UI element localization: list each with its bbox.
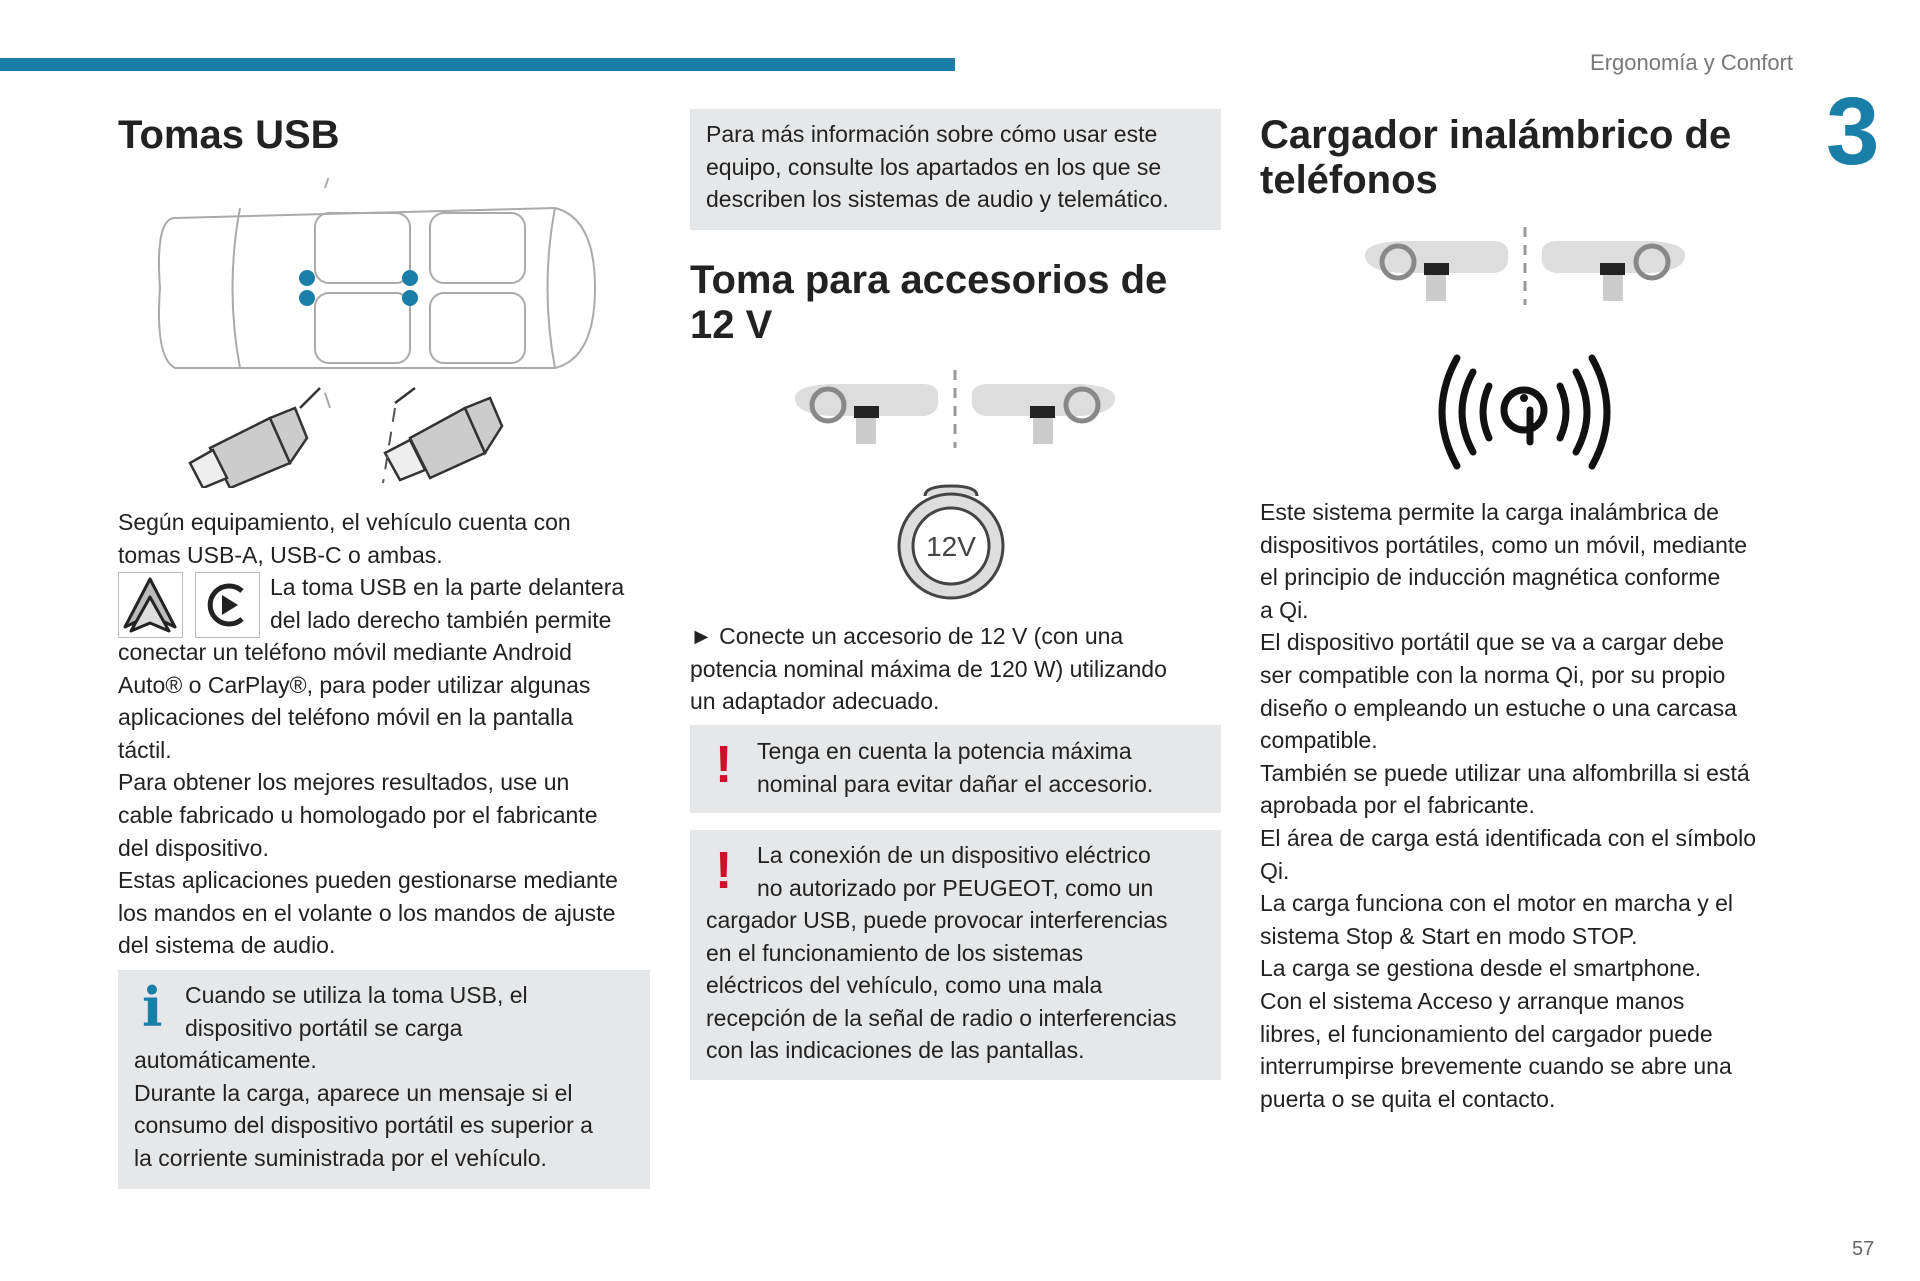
text-line: Para más información sobre cómo usar este — [706, 121, 1158, 147]
text-line: Durante la carga, aparece un mensaje si el — [134, 1079, 573, 1106]
wireless-title — [1260, 113, 1731, 203]
text-line: La toma USB en la parte delantera — [270, 574, 625, 600]
text-line: También se puede utilizar una alfombrilla si está — [1260, 759, 1750, 786]
usb-body — [118, 636, 618, 962]
text-line: Auto® o CarPlay®, para poder utilizar algunas — [118, 671, 591, 698]
text-line: equipo, consulte los apartados en los que se — [706, 153, 1162, 180]
page-number: 57 — [1852, 1238, 1875, 1260]
text-line: El dispositivo portátil que se va a cargar debe — [1260, 629, 1725, 656]
text-line: dispositivos portátiles, como un móvil, mediante — [1260, 531, 1748, 558]
text-line: la corriente suministrada por el vehículo. — [134, 1144, 547, 1171]
warning-interference-text — [706, 904, 1177, 1067]
text-line: compatible. — [1260, 727, 1378, 754]
text-line: táctil. — [118, 736, 172, 763]
text-line: un adaptador adecuado. — [690, 688, 940, 715]
text-line: La carga funciona con el motor en marcha y el — [1260, 890, 1734, 917]
socket-label: 12V — [926, 531, 976, 562]
text-line: Toma para accesorios de — [690, 258, 1168, 302]
text-line: Tenga en cuenta la potencia máxima — [757, 738, 1132, 764]
text-line: nominal para evitar dañar el accesorio. — [757, 770, 1154, 797]
text-line: Cargador inalámbrico de — [1260, 113, 1732, 157]
info-icon: i — [142, 975, 163, 1039]
text-line: recepción de la señal de radio o interferencias — [706, 1004, 1177, 1031]
audio-note-box — [690, 109, 1221, 230]
carplay-icon — [195, 572, 260, 638]
text-line: diseño o empleando un estuche o una carcasa — [1260, 694, 1737, 721]
android-auto-icon — [118, 572, 183, 638]
text-line: del dispositivo. — [118, 834, 269, 861]
warning-box-interference — [690, 830, 1221, 1080]
text-line: automáticamente. — [134, 1047, 317, 1073]
warning-icon: ! — [715, 736, 733, 794]
warning-power-text — [757, 735, 1153, 800]
text-line: conectar un teléfono móvil mediante Android — [118, 639, 572, 665]
car-usb-illustration — [155, 178, 605, 488]
text-line: no autorizado por PEUGEOT, como un — [757, 874, 1154, 901]
header-accent-bar — [0, 58, 955, 71]
12v-title — [690, 258, 1167, 348]
text-line: aprobada por el fabricante. — [1260, 792, 1535, 819]
text-line: con las indicaciones de las pantallas. — [706, 1037, 1085, 1064]
info-text — [134, 1044, 593, 1174]
qi-wireless-icon — [1427, 350, 1622, 474]
text-line: Para obtener los mejores resultados, use un — [118, 769, 570, 796]
text-line: del lado derecho también permite — [270, 606, 612, 633]
usb-front-text — [270, 571, 624, 636]
wireless-body — [1260, 496, 1756, 1115]
text-line: libres, el funcionamiento del cargador puede — [1260, 1020, 1713, 1047]
chapter-number: 3 — [1826, 78, 1880, 185]
text-line: el principio de inducción magnética conforme — [1260, 564, 1721, 591]
text-line: potencia nominal máxima de 120 W) utilizando — [690, 655, 1167, 682]
audio-note-text — [706, 118, 1169, 216]
text-line: Este sistema permite la carga inalámbrica de — [1260, 499, 1719, 525]
warning-box-power — [690, 725, 1221, 813]
text-line: los mandos en el volante o los mandos de ajuste — [118, 899, 616, 926]
text-line: Qi. — [1260, 857, 1290, 884]
text-line: describen los sistemas de audio y telemático. — [706, 186, 1169, 213]
text-line: sistema Stop & Start en modo STOP. — [1260, 922, 1638, 949]
usb-info-box — [118, 970, 650, 1189]
12v-body — [690, 620, 1167, 718]
text-line: a Qi. — [1260, 596, 1309, 623]
12v-socket-icon — [895, 482, 1007, 602]
text-line: ser compatible con la norma Qi, por su propio — [1260, 661, 1726, 688]
text-line: tomas USB-A, USB-C o ambas. — [118, 541, 443, 568]
text-line: dispositivo portátil se carga — [185, 1014, 463, 1041]
text-line: Cuando se utiliza la toma USB, el — [185, 982, 528, 1008]
text-line: aplicaciones del teléfono móvil en la pantalla — [118, 704, 574, 731]
text-line: Según equipamiento, el vehículo cuenta con — [118, 509, 571, 535]
text-line: El área de carga está identificada con el símbolo — [1260, 824, 1757, 851]
text-line: en el funcionamiento de los sistemas — [706, 939, 1084, 966]
section-title: Ergonomía y Confort — [1590, 50, 1793, 75]
info-text-indented — [185, 979, 528, 1044]
text-line: consumo del dispositivo portátil es superior a — [134, 1112, 593, 1139]
charger-location-diagram — [1360, 225, 1690, 307]
text-line: interrumpirse brevemente cuando se abre una — [1260, 1053, 1732, 1080]
text-line: teléfonos — [1260, 158, 1438, 202]
text-line: Estas aplicaciones pueden gestionarse mediante — [118, 867, 618, 894]
usb-intro — [118, 506, 571, 571]
text-line: Con el sistema Acceso y arranque manos — [1260, 987, 1685, 1014]
text-line: 12 V — [690, 303, 773, 347]
text-line: La carga se gestiona desde el smartphone. — [1260, 955, 1702, 982]
text-line: cargador USB, puede provocar interferencias — [706, 907, 1168, 933]
text-line: del sistema de audio. — [118, 932, 336, 959]
usb-title: Tomas USB — [118, 113, 340, 157]
text-line: cable fabricado u homologado por el fabricante — [118, 801, 598, 828]
text-line: puerta o se quita el contacto. — [1260, 1085, 1556, 1112]
text-line: La conexión de un dispositivo eléctrico — [757, 842, 1151, 868]
warning-interference-indented — [757, 839, 1153, 904]
text-line: eléctricos del vehículo, como una mala — [706, 972, 1103, 999]
warning-icon: ! — [715, 842, 733, 900]
text-line: ► Conecte un accesorio de 12 V (con una — [690, 623, 1124, 649]
socket-location-diagram — [790, 368, 1120, 450]
